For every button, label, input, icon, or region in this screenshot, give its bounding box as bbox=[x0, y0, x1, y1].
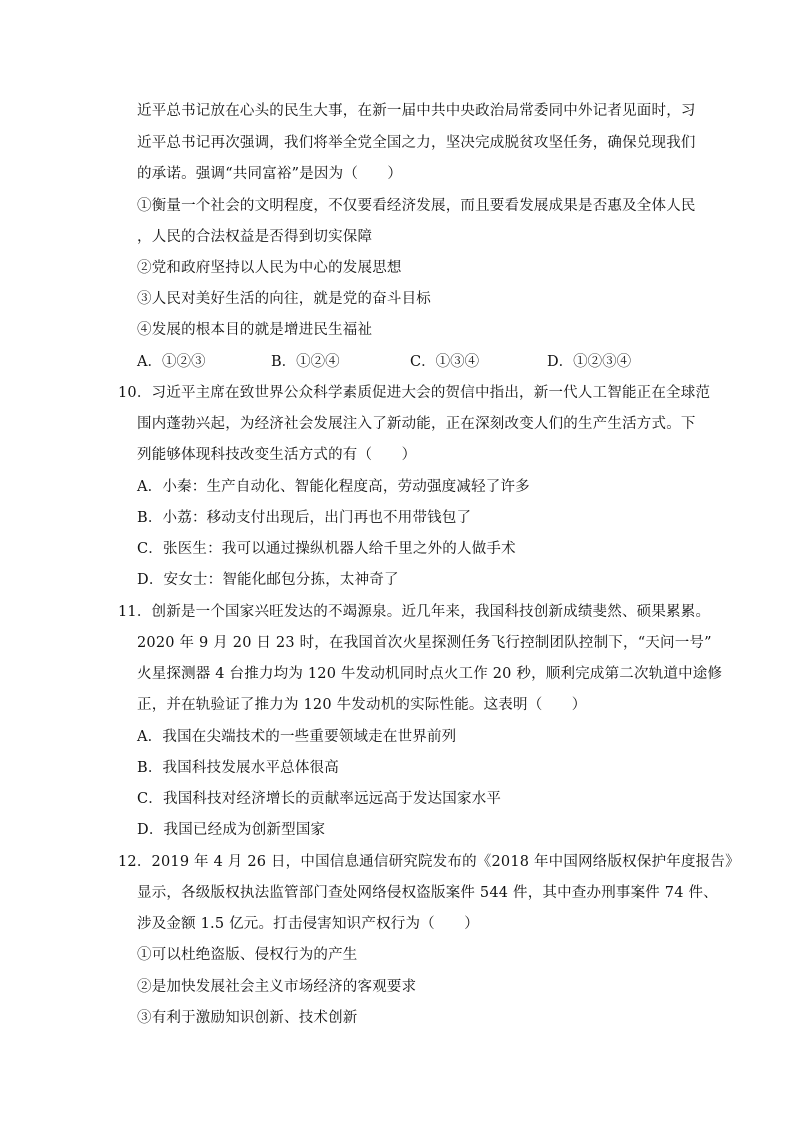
q12-stem-line-3: 涉及金额 1.5 亿元。打击侵害知识产权行为（ ） bbox=[137, 916, 479, 932]
q11-stem-line-1: 11．创新是一个国家兴旺发达的不竭源泉。近几年来，我国科技创新成绩斐然、硕果累累。 bbox=[118, 604, 711, 620]
q10-option-d: D．安女士：智能化邮包分拣，太神奇了 bbox=[137, 572, 399, 588]
q10-stem-line-3: 列能够体现科技改变生活方式的有（ ） bbox=[137, 447, 417, 463]
q9-stem-line-3: 的承诺。强调“共同富裕”是因为（ ） bbox=[137, 166, 403, 182]
q10-stem-line-2: 围内蓬勃兴起，为经济社会发展注入了新动能，正在深刻改变人们的生产生活方式。下 bbox=[137, 416, 696, 432]
q11-option-c: C．我国科技对经济增长的贡献率远远高于发达国家水平 bbox=[137, 791, 502, 807]
q9-item-1-cont: ，人民的合法权益是否得到切实保障 bbox=[137, 229, 373, 245]
q11-option-d: D．我国已经成为创新型国家 bbox=[137, 822, 326, 838]
q12-item-2: ②是加快发展社会主义市场经济的客观要求 bbox=[137, 979, 417, 995]
q9-option-c: C．①③④ bbox=[410, 354, 480, 370]
q9-stem-line-2: 近平总书记再次强调，我们将举全党全国之力，坚决完成脱贫攻坚任务，确保兑现我们 bbox=[137, 135, 696, 151]
q9-item-1: ①衡量一个社会的文明程度，不仅要看经济发展，而且要看发展成果是否惠及全体人民 bbox=[137, 198, 696, 214]
q11-stem-line-2: 2020 年 9 月 20 日 23 时，在我国首次火星探测任务飞行控制团队控制下，“天问一号” bbox=[137, 635, 712, 651]
q9-item-2: ②党和政府坚持以人民为中心的发展思想 bbox=[137, 260, 402, 276]
q9-item-4: ④发展的根本目的就是增进民生福祉 bbox=[137, 322, 373, 338]
q10-option-a: A．小秦：生产自动化、智能化程度高，劳动强度减轻了许多 bbox=[137, 479, 530, 495]
q12-stem-line-1: 12．2019 年 4 月 26 日，中国信息通信研究院发布的《2018 年中国网络版权保护年度报告》 bbox=[118, 854, 740, 870]
q9-option-a: A．①②③ bbox=[137, 354, 206, 370]
q12-stem-line-2: 显示，各级版权执法监管部门查处网络侵权盗版案件 544 件，其中查办刑事案件 74 件、 bbox=[137, 885, 718, 901]
q10-stem-line-1: 10．习近平主席在致世界公众科学素质促进大会的贺信中指出，新一代人工智能正在全球范 bbox=[118, 385, 711, 401]
q11-option-b: B．我国科技发展水平总体很高 bbox=[137, 760, 339, 776]
q9-option-d: D．①②③④ bbox=[547, 354, 632, 370]
q12-item-1: ①可以杜绝盗版、侵权行为的产生 bbox=[137, 947, 358, 963]
q12-item-3: ③有利于激励知识创新、技术创新 bbox=[137, 1010, 358, 1026]
q10-option-b: B．小荔：移动支付出现后，出门再也不用带钱包了 bbox=[137, 510, 472, 526]
q9-stem-line-1: 近平总书记放在心头的民生大事，在新一届中共中央政治局常委同中外记者见面时，习 bbox=[137, 103, 696, 119]
q11-option-a: A．我国在尖端技术的一些重要领域走在世界前列 bbox=[137, 729, 457, 745]
q9-item-3: ③人民对美好生活的向往，就是党的奋斗目标 bbox=[137, 291, 431, 307]
q10-option-c: C．张医生：我可以通过操纵机器人给千里之外的人做手术 bbox=[137, 541, 516, 557]
q11-stem-line-4: 正，并在轨验证了推力为 120 牛发动机的实际性能。这表明（ ） bbox=[137, 697, 587, 713]
q11-stem-line-3: 火星探测器 4 台推力均为 120 牛发动机同时点火工作 20 秒，顺利完成第二次轨道中途修 bbox=[137, 666, 723, 682]
q9-option-b: B．①②④ bbox=[271, 354, 340, 370]
